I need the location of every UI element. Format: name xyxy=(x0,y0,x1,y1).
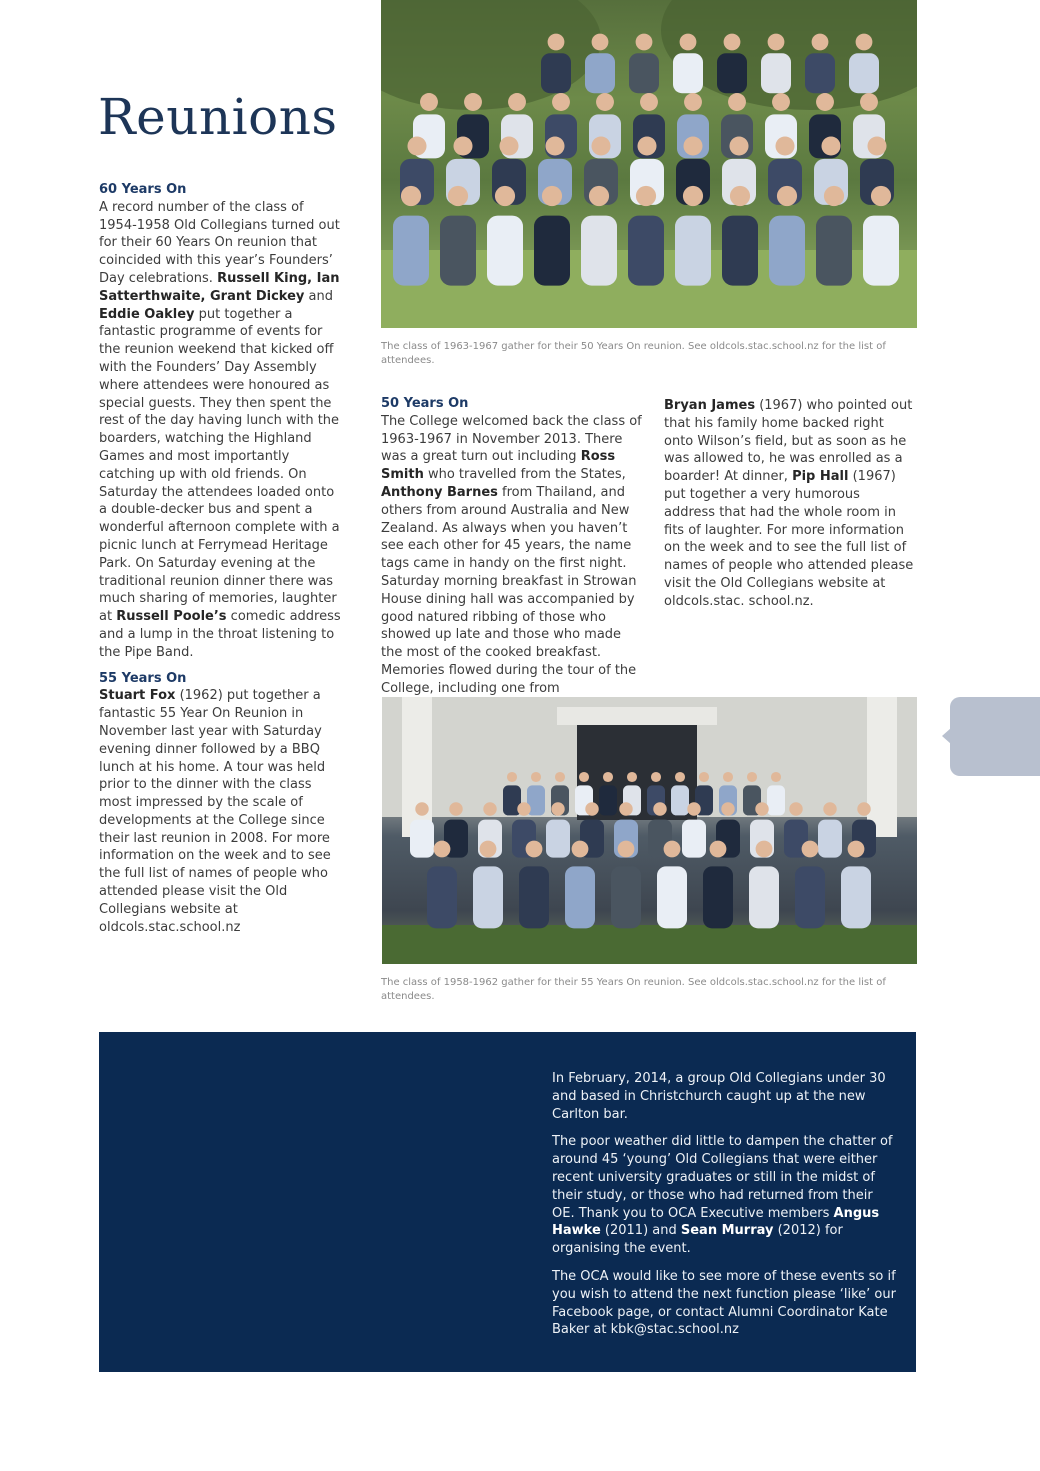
group-photo-1958-1962 xyxy=(382,697,917,964)
panel-paragraph-3: The OCA would like to see more of these events so if you wish to attend the next function please ‘like’ our Facebook page, or contact Alumni Coordinator Kate Baker at kbk@stac.school.nz xyxy=(552,1268,896,1338)
group-photo-1958-1962-illustration xyxy=(382,697,917,964)
left-column xyxy=(99,181,344,944)
section-heading-50-years: 50 Years On xyxy=(381,396,469,411)
photo-caption-bottom: The class of 1958-1962 gather for their 55 Years On reunion. See oldcols.stac.school.nz for the list of attendees. xyxy=(381,977,886,1002)
section-heading-60-years: 60 Years On xyxy=(99,182,187,197)
group-photo-1963-1967-illustration xyxy=(381,0,917,328)
section-body-60-years: A record number of the class of 1954-1958 Old Collegians turned out for their 60 Years On reunion that coincided with this year’s Founders’ Day celebrations. Russell King, Ian Satterthwaite, Grant Dickey and Eddie Oakley put together a fantastic programme of events for the reunion weekend that kicked off with the Founders’ Day Assembly where attendees were honoured as special guests. They then spent the rest of the day having lunch with the boarders, watching the Highland Games and most importantly catching up with old friends. On Saturday the attendees loaded onto a double-decker bus and spent a wonderful afternoon complete with a picnic lunch at Ferrymead Heritage Park. On Saturday evening at the traditional reunion dinner there was much sharing of memories, laughter at Russell Poole’s comedic address and a lump in the throat listening to the Pipe Band. xyxy=(99,199,341,660)
side-tab xyxy=(950,697,1040,776)
group-photo-1963-1967 xyxy=(381,0,917,328)
section-body-55-years: Stuart Fox (1962) put together a fantastic 55 Year On Reunion in November last year with Saturday evening dinner followed by a BBQ lunch at his home. A tour was held prior to the dinner with the class most impressed by the scale of developments at the College since their last reunion in 2008. For more information on the week and to see the full list of names of people who attended please visit the Old Collegians website at oldcols.stac.school.nz xyxy=(99,688,331,935)
section-heading-55-years: 55 Years On xyxy=(99,670,187,686)
section-body-50-years-part1: The College welcomed back the class of 1963-1967 in November 2013. There was a great turn out including Ross Smith who travelled from the States, Anthony Barnes from Thailand, and others from around Australia and New Zealand. As always when you haven’t see each other for 45 years, the name tags came in handy on the first night. Saturday morning breakfast in Strowan House dining hall was accompanied by good natured ribbing of those who showed up late and those who made the most of the cooked breakfast. Memories flowed during the tour of the College, including one from xyxy=(381,413,642,696)
right-column xyxy=(664,397,914,619)
middle-column xyxy=(381,395,643,706)
section-body-50-years-part2: Bryan James (1967) who pointed out that his family home backed right onto Wilson’s field, but as soon as he was allowed to, he was enrolled as a boarder! At dinner, Pip Hall (1967) put together a very humorous address that had the whole room in fits of laughter. For more information on the week and to see the full list of names of people who attended please visit the Old Collegians website at oldcols.stac. school.nz. xyxy=(664,398,914,609)
page-title: Reunions xyxy=(98,88,338,146)
under-30-panel xyxy=(99,1032,916,1372)
photo-caption-top: The class of 1963-1967 gather for their 50 Years On reunion. See oldcols.stac.school.nz for the list of attendees. xyxy=(381,341,886,366)
panel-text xyxy=(552,1070,897,1349)
panel-paragraph-1: In February, 2014, a group Old Collegians under 30 and based in Christchurch caught up at the new Carlton bar. xyxy=(552,1071,886,1122)
panel-paragraph-2: The poor weather did little to dampen the chatter of around 45 ‘young’ Old Collegians that were either recent university graduates or still in the midst of their study, or those who had returned from their OE. Thank you to OCA Executive members Angus Hawke (2011) and Sean Murray (2012) for organising the event. xyxy=(552,1134,893,1257)
